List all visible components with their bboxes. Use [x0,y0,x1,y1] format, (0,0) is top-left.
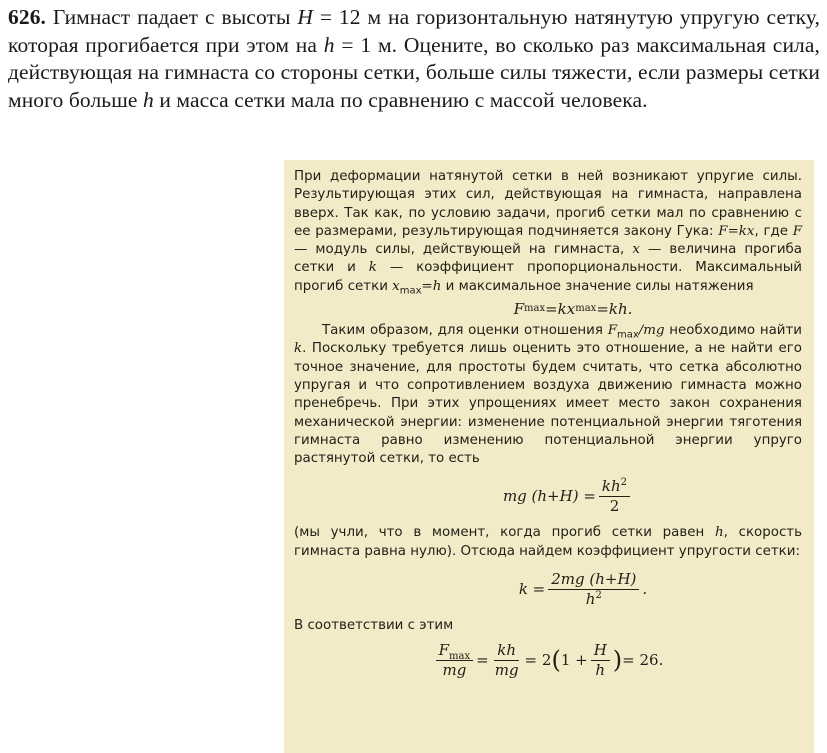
symbol-mg: /mg [638,323,665,339]
denominator: 2 [609,496,620,515]
fraction [599,478,630,515]
problem-text-3: = 1 м. Оцените, во сколько раз максимальная сила, действующая на гимнаста со стороны сетки, больше силы тяжести, если размеры сетки много больше [8,32,820,112]
denominator: h [595,660,606,679]
solution-paragraph-1 [294,168,802,296]
equation-fmax: F max =kx max =kh. [513,299,633,318]
solution-text: . Поскольку требуется лишь оценить это отношение, а не найти его точное значение, для простоты будем считать, что сетка абсолютно упругая и что сопротивлением воздуха движению гимнаста можно пренебречь. При этих упрощениях имеет место закон сохранения механической энергии: изменение потенциальной энергии тяготения гимнаста равно изменению потенциальной энергии упруго растянутой сетки, то есть [294,341,802,467]
power: 2 [620,476,628,488]
symbol-h: =h [421,278,442,294]
var-H: H [297,5,314,29]
eq-symbol: 1 + [560,651,588,670]
denominator: mg [494,660,519,679]
symbol-x: x [392,278,400,294]
problem-text-1: Гимнаст падает с высоты [46,5,298,29]
fraction [591,642,610,679]
right-paren: ) [612,646,623,675]
numerator [436,642,474,661]
left-paren: ( [551,646,561,675]
denominator: mg [442,660,467,679]
eq-symbol: F [513,299,524,318]
eq-symbol: h [585,589,596,608]
var-h-2: h [142,87,154,112]
fraction [548,571,639,608]
solution-paragraph-3 [294,524,802,561]
power: 2 [595,589,602,601]
problem-statement [8,4,820,114]
eq-equals: = [476,651,489,670]
eq-symbol: kh [601,476,621,495]
problem-number: 626. [8,5,47,29]
solution-text: , где [754,223,793,239]
symbol-kx: =kx [727,223,755,239]
fraction [492,642,522,679]
equation-result [294,635,802,685]
numerator: H [591,642,610,661]
symbol-F: F [718,223,728,239]
numerator [599,478,630,497]
symbol-h: h [715,525,724,541]
solution-text: — величина прогиба сетки и [294,242,802,276]
eq-equals: = 2 [524,651,552,670]
subscript-max: max [616,329,639,341]
solution-paragraph-2 [294,322,802,468]
equation-energy [334,468,802,524]
eq-symbol: F [438,640,450,659]
symbol-F: F [792,223,802,239]
eq-subscript: max [449,650,471,662]
symbol-F: F [607,323,617,339]
problem-text-4: и масса сетки мала по сравнению с массой человека. [153,87,648,112]
eq-lhs: k = [518,579,546,598]
eq-period: . [642,579,648,598]
symbol-x: x [632,242,640,258]
solution-text: и максимальное значение силы натяжения [441,278,754,294]
solution-paragraph-4: В соответствии с этим [294,618,454,634]
denominator [583,590,605,608]
eq-symbol: =kh. [596,299,633,318]
numerator: 2mg (h+H) [548,571,639,590]
solution-text: (мы учли, что в момент, когда прогиб сетки равен [294,525,715,541]
subscript-max: max [399,285,422,297]
solution-text: При деформации натянутой сетки в ней возникают упругие силы. Результирующая этих сил, действующая на гимнаста, направлена вверх. Так как, по условию задачи, прогиб сетки мал по сравнению с ее размерами, результирующая подчиняется закону Гука: [294,169,802,239]
symbol-k: k [368,260,377,276]
solution-text: — модуль силы, действующей на гимнаста, [294,242,633,258]
fraction [436,642,474,679]
problem-text-2: = 12 м на горизонтальную натянутую упругую сетку, которая прогибается при этом на [8,5,820,57]
equation-k [364,561,802,617]
solution-text: необходимо найти [664,323,803,339]
solution-text: Таким образом, для оценки отношения [322,323,608,339]
solution-text: , скорость гимнаста равна нулю). Отсюда найдем коэффициент упругости сетки: [294,525,802,559]
eq-lhs: mg (h+H) = [502,487,596,506]
symbol-k: k [294,341,303,357]
solution-text: — коэффициент пропорциональности. Максимальный прогиб сетки [294,260,802,294]
eq-result: = 26. [622,651,664,670]
numerator: kh [494,642,519,661]
eq-symbol: =kx [545,299,576,318]
var-h: h [323,32,335,57]
solution-panel [284,160,814,753]
